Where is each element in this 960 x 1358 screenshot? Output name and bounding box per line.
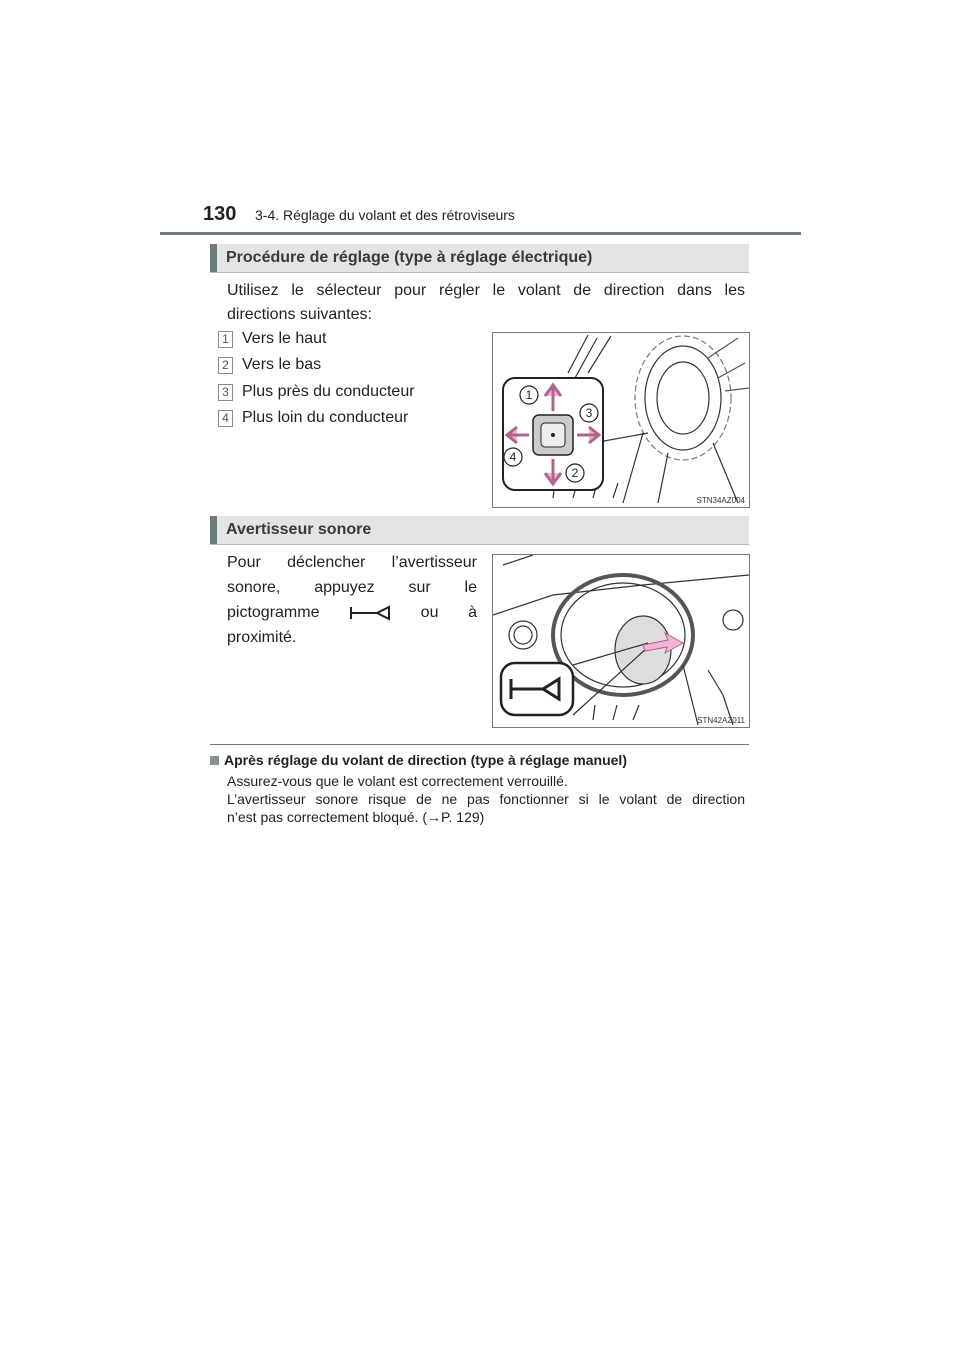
intro-line-2: directions suivantes: xyxy=(227,306,372,323)
section-title: Procédure de réglage (type à réglage électrique) xyxy=(226,249,593,266)
callout-3: 3 xyxy=(585,406,593,420)
word: déclencher xyxy=(287,554,366,571)
section-header-horn xyxy=(210,516,749,545)
bullet-square-icon xyxy=(210,756,219,765)
dashboard-illustration-icon xyxy=(493,555,749,727)
note-rule xyxy=(210,744,749,745)
horn-figure xyxy=(492,554,750,728)
note-line-1: Assurez-vous que le volant est correctement verrouillé. xyxy=(227,773,568,789)
note-line-3: n’est pas correctement bloqué. (→P. 129) xyxy=(227,809,485,825)
callout-1: 1 xyxy=(525,388,533,402)
intro-line-1 xyxy=(227,278,745,303)
list-item xyxy=(218,407,408,429)
item-number: 3 xyxy=(218,384,233,401)
word: pictogramme xyxy=(227,604,320,621)
word: sonore, xyxy=(227,579,281,596)
section-header-adjustment xyxy=(210,244,749,273)
section-title: Avertisseur sonore xyxy=(226,521,372,538)
header-rule xyxy=(160,232,801,235)
word: Pour xyxy=(227,554,261,571)
list-item xyxy=(218,354,321,376)
item-label: Vers le haut xyxy=(242,330,327,347)
list-item xyxy=(218,328,327,350)
horn-line xyxy=(227,600,477,625)
word: ou xyxy=(420,604,439,621)
section-bar xyxy=(210,244,217,272)
item-number: 4 xyxy=(218,410,233,427)
callout-4: 4 xyxy=(509,450,517,464)
list-item xyxy=(218,381,415,403)
item-number: 2 xyxy=(218,357,233,374)
callout-2: 2 xyxy=(571,466,579,480)
figure-code: STN34AZ004 xyxy=(696,496,745,505)
item-number: 1 xyxy=(218,331,233,348)
word: appuyez xyxy=(314,579,375,596)
note-title xyxy=(210,752,627,768)
horn-paragraph xyxy=(227,550,477,650)
note-line-2: L’avertisseur sonore risque de ne pas fonctionner si le volant de direction xyxy=(227,791,745,807)
section-bar xyxy=(210,516,217,544)
item-label: Vers le bas xyxy=(242,356,322,373)
horn-line xyxy=(227,550,477,575)
horn-icon xyxy=(349,605,391,621)
item-label: Plus loin du conducteur xyxy=(242,409,409,426)
word: le xyxy=(464,579,477,596)
steering-adjust-figure xyxy=(492,332,750,508)
page-number: 130 xyxy=(203,203,237,225)
intro-text: Utilisez le sélecteur pour régler le volant de direction dans les xyxy=(227,282,745,299)
figure-code: STN42AZ011 xyxy=(697,716,745,725)
word: sur xyxy=(408,579,431,596)
horn-line: proximité. xyxy=(227,629,297,646)
item-label: Plus près du conducteur xyxy=(242,383,415,400)
word: à xyxy=(468,604,477,621)
note-title-text: Après réglage du volant de direction (type à réglage manuel) xyxy=(224,752,627,768)
word: l’avertisseur xyxy=(391,554,477,571)
steering-illustration-icon xyxy=(493,333,749,507)
horn-line xyxy=(227,575,477,600)
chapter-title: 3-4. Réglage du volant et des rétroviseurs xyxy=(255,207,515,223)
